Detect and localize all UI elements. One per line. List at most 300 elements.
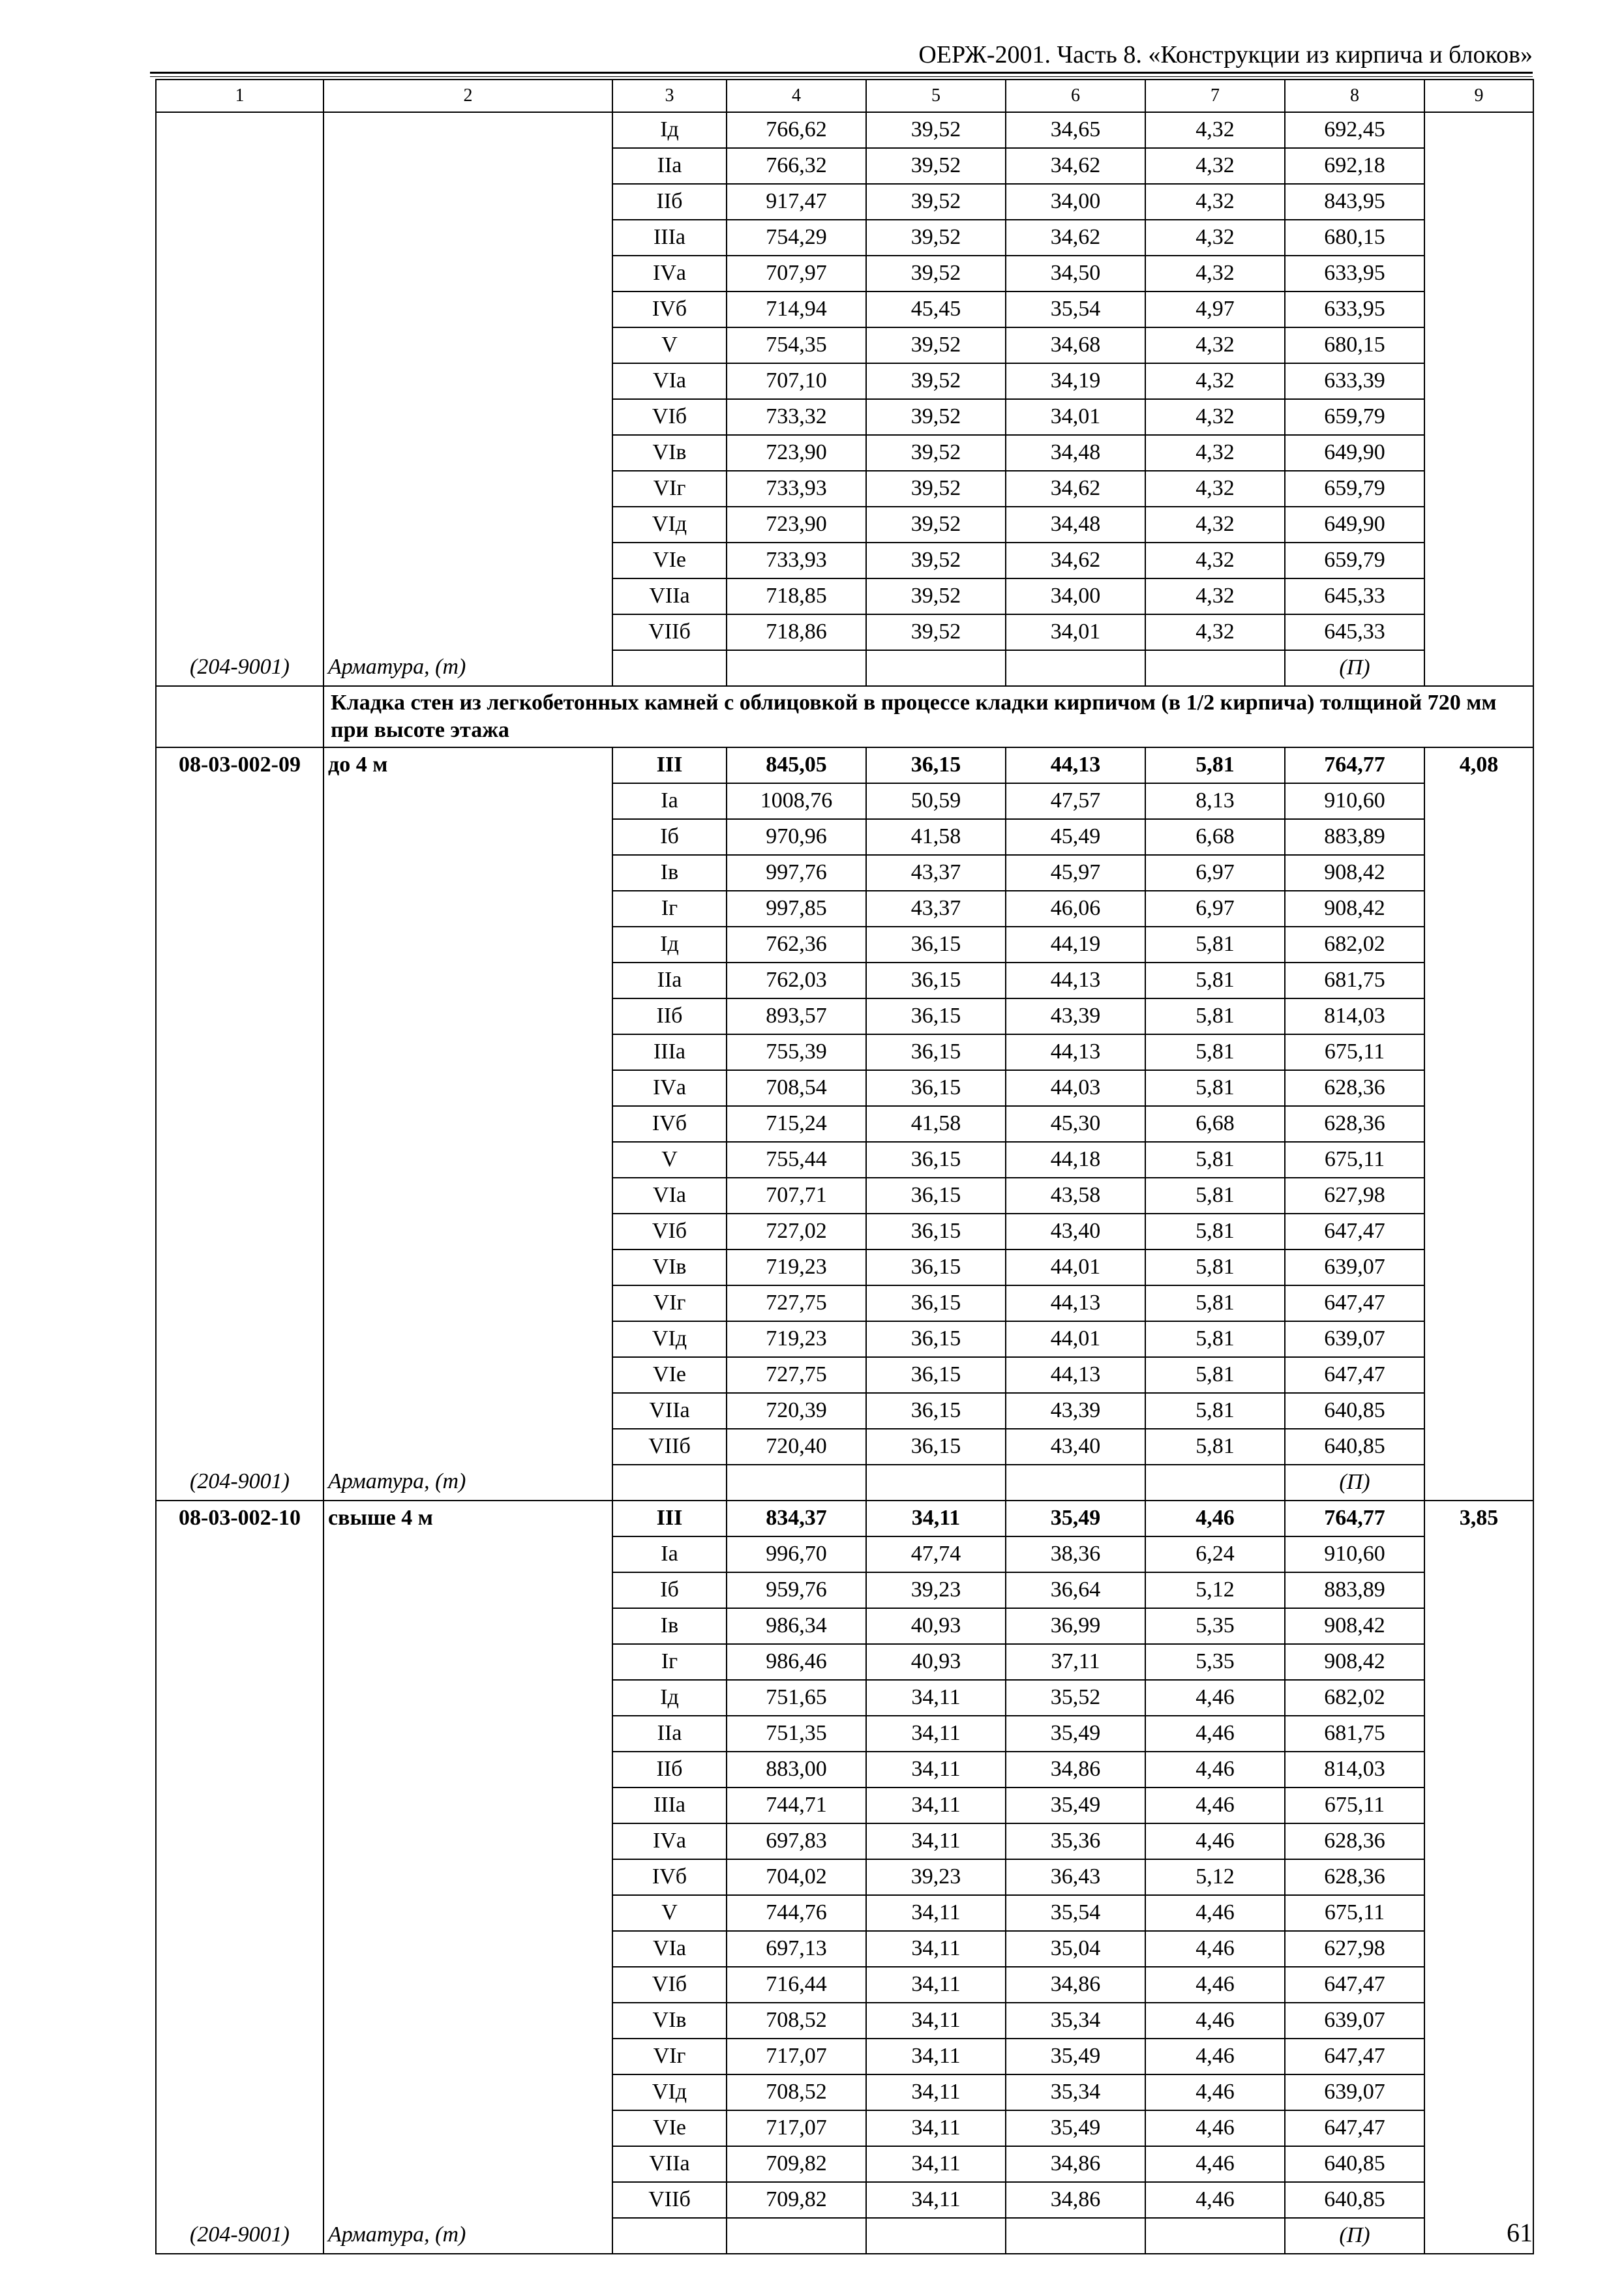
norm-name-cell [323,507,612,543]
table-row [156,327,1533,363]
norm-name-cell [323,435,612,471]
norm-name-cell [323,2182,612,2218]
materials-cost-cell: 627,98 [1285,1931,1424,1967]
table-row [156,747,1533,783]
zone-cell: IIа [612,963,727,998]
materials-cost-cell: 640,85 [1285,2146,1424,2182]
norm-code-cell [156,435,323,471]
machinist-wages-cell: 4,46 [1145,2110,1285,2146]
zone-cell: IVа [612,1823,727,1859]
norm-name-cell: свыше 4 м [323,1501,612,1536]
labor-cost-cell [1424,471,1533,507]
norm-name-cell [323,998,612,1034]
norm-name-cell [323,1572,612,1608]
wages-cell: 34,11 [866,2182,1006,2218]
machine-cost-cell: 34,86 [1006,2182,1145,2218]
labor-cost-cell [1424,1106,1533,1142]
total-cost-cell: 718,85 [727,578,866,614]
machinist-wages-cell: 4,32 [1145,435,1285,471]
labor-cost-cell [1424,184,1533,220]
norm-name-cell [323,1788,612,1823]
machine-cost-cell: 35,34 [1006,2003,1145,2039]
empty-cell [1145,2218,1285,2254]
materials-cost-cell: 649,90 [1285,507,1424,543]
materials-cost-cell: 639,07 [1285,1321,1424,1357]
table-row [156,1967,1533,2003]
table-row [156,963,1533,998]
zone-cell: IIа [612,148,727,184]
wages-cell: 36,15 [866,998,1006,1034]
norm-name-cell [323,1752,612,1788]
table-row [156,1321,1533,1357]
materials-cost-cell: 628,36 [1285,1823,1424,1859]
machinist-wages-cell: 5,81 [1145,1357,1285,1393]
zone-cell: III [612,1501,727,1536]
machine-cost-cell: 36,43 [1006,1859,1145,1895]
total-cost-cell: 719,23 [727,1321,866,1357]
total-cost-cell: 707,97 [727,256,866,292]
norm-code-cell [156,256,323,292]
zone-cell: VIе [612,543,727,578]
machine-cost-cell: 35,49 [1006,2039,1145,2074]
machine-cost-cell: 34,62 [1006,543,1145,578]
table-body [156,112,1533,2254]
zone-cell: Iв [612,855,727,891]
wages-cell: 34,11 [866,1501,1006,1536]
machine-cost-cell: 43,40 [1006,1214,1145,1249]
machine-cost-cell: 34,86 [1006,1967,1145,2003]
total-cost-cell: 997,76 [727,855,866,891]
materials-cost-cell: 910,60 [1285,1536,1424,1572]
table-row [156,891,1533,927]
machinist-wages-cell: 5,35 [1145,1608,1285,1644]
zone-cell: VIIб [612,614,727,650]
norm-code-cell [156,1429,323,1465]
norm-code-cell [156,1895,323,1931]
zone-cell: VIб [612,1214,727,1249]
labor-cost-cell [1424,399,1533,435]
norm-code-cell [156,2039,323,2074]
total-cost-cell: 733,93 [727,471,866,507]
machinist-wages-cell: 4,32 [1145,327,1285,363]
norm-name-cell: до 4 м [323,747,612,783]
machine-cost-cell: 34,50 [1006,256,1145,292]
total-cost-cell: 917,47 [727,184,866,220]
page-header-title: ОЕРЖ-2001. Часть 8. «Конструкции из кирпича и блоков» [918,41,1533,68]
zone-cell: Iб [612,1572,727,1608]
zone-cell: IVб [612,1859,727,1895]
norm-code-cell [156,927,323,963]
norm-name-cell [323,1429,612,1465]
wages-cell: 39,52 [866,435,1006,471]
materials-cost-cell: 647,47 [1285,2110,1424,2146]
machinist-wages-cell: 5,81 [1145,1429,1285,1465]
labor-cost-cell [1424,256,1533,292]
empty-cell [1424,650,1533,686]
wages-cell: 34,11 [866,2074,1006,2110]
machinist-wages-cell: 5,81 [1145,927,1285,963]
labor-cost-cell [1424,2182,1533,2218]
norm-code-cell [156,1931,323,1967]
labor-cost-cell [1424,1859,1533,1895]
norm-name-cell [323,1034,612,1070]
norm-code-cell [156,783,323,819]
norm-code-cell [156,1070,323,1106]
machinist-wages-cell: 5,81 [1145,1142,1285,1178]
labor-cost-cell: 3,85 [1424,1501,1533,1536]
empty-cell [1006,650,1145,686]
norm-name-cell [323,1967,612,2003]
empty-cell [1006,1465,1145,1501]
zone-cell: Iг [612,1644,727,1680]
table-row [156,1214,1533,1249]
labor-cost-cell [1424,435,1533,471]
machine-cost-cell: 43,58 [1006,1178,1145,1214]
machine-cost-cell: 38,36 [1006,1536,1145,1572]
labor-cost-cell [1424,507,1533,543]
norm-name-cell [323,1823,612,1859]
materials-cost-cell: 682,02 [1285,1680,1424,1716]
machine-cost-cell: 36,64 [1006,1572,1145,1608]
table-row [156,363,1533,399]
zone-cell: VIIб [612,2182,727,2218]
zone-cell: Iв [612,1608,727,1644]
wages-cell: 39,52 [866,399,1006,435]
norm-code-cell [156,1357,323,1393]
wages-cell: 39,23 [866,1572,1006,1608]
machine-cost-cell: 34,19 [1006,363,1145,399]
machinist-wages-cell: 4,46 [1145,1931,1285,1967]
labor-cost-cell [1424,1823,1533,1859]
empty-cell [1145,1465,1285,1501]
machinist-wages-cell: 5,81 [1145,1249,1285,1285]
norm-name-cell [323,292,612,327]
zone-cell: IVб [612,292,727,327]
wages-cell: 36,15 [866,963,1006,998]
machine-cost-cell: 34,62 [1006,220,1145,256]
wages-cell: 39,52 [866,220,1006,256]
norm-name-cell [323,1321,612,1357]
total-cost-cell: 697,83 [727,1823,866,1859]
column-number: 1 [156,80,323,112]
rebar-label-cell: Арматура, (т) [323,1465,612,1501]
table-row [156,112,1533,148]
machinist-wages-cell: 4,97 [1145,292,1285,327]
column-number: 2 [323,80,612,112]
labor-cost-cell [1424,783,1533,819]
labor-cost-cell [1424,578,1533,614]
machinist-wages-cell: 5,81 [1145,1070,1285,1106]
materials-cost-cell: 628,36 [1285,1070,1424,1106]
empty-cell [866,2218,1006,2254]
labor-cost-cell [1424,998,1533,1034]
total-cost-cell: 744,76 [727,1895,866,1931]
table-row [156,2182,1533,2218]
wages-cell: 34,11 [866,1680,1006,1716]
table-row [156,1931,1533,1967]
norm-name-cell [323,1644,612,1680]
total-cost-cell: 751,65 [727,1680,866,1716]
total-cost-cell: 751,35 [727,1716,866,1752]
zone-cell: Iд [612,112,727,148]
norm-name-cell [323,2074,612,2110]
labor-cost-cell [1424,2039,1533,2074]
machinist-wages-cell: 6,97 [1145,891,1285,927]
total-cost-cell: 754,29 [727,220,866,256]
section-title-row [156,686,1533,747]
machine-cost-cell: 34,01 [1006,614,1145,650]
zone-cell: Iд [612,1680,727,1716]
table-row [156,1501,1533,1536]
table-row [156,2003,1533,2039]
machine-cost-cell: 44,13 [1006,1285,1145,1321]
labor-cost-cell [1424,963,1533,998]
norm-code-cell [156,1536,323,1572]
machinist-wages-cell: 6,68 [1145,819,1285,855]
total-cost-cell: 755,39 [727,1034,866,1070]
materials-cost-cell: 647,47 [1285,1357,1424,1393]
zone-cell: IIIа [612,220,727,256]
materials-cost-cell: 633,95 [1285,292,1424,327]
machine-cost-cell: 37,11 [1006,1644,1145,1680]
materials-cost-cell: 675,11 [1285,1895,1424,1931]
materials-cost-cell: 680,15 [1285,220,1424,256]
labor-cost-cell [1424,1357,1533,1393]
wages-cell: 36,15 [866,1070,1006,1106]
wages-cell: 36,15 [866,747,1006,783]
materials-cost-cell: 639,07 [1285,2003,1424,2039]
zone-cell: VIд [612,1321,727,1357]
zone-cell: VIг [612,1285,727,1321]
zone-cell: Iб [612,819,727,855]
wages-cell: 43,37 [866,855,1006,891]
table-row [156,1895,1533,1931]
machine-cost-cell: 35,49 [1006,2110,1145,2146]
norm-code-cell [156,614,323,650]
norm-name-cell [323,363,612,399]
norm-name-cell [323,1716,612,1752]
wages-cell: 36,15 [866,1142,1006,1178]
machinist-wages-cell: 4,46 [1145,1967,1285,2003]
empty-cell [612,1465,727,1501]
labor-cost-cell [1424,292,1533,327]
table-row [156,184,1533,220]
wages-cell: 39,52 [866,578,1006,614]
zone-cell: VIг [612,471,727,507]
labor-cost-cell [1424,1070,1533,1106]
wages-cell: 34,11 [866,1716,1006,1752]
materials-cost-cell: 908,42 [1285,1644,1424,1680]
labor-cost-cell [1424,2003,1533,2039]
total-cost-cell: 720,40 [727,1429,866,1465]
wages-cell: 39,52 [866,184,1006,220]
wages-cell: 40,93 [866,1608,1006,1644]
zone-cell: IVа [612,1070,727,1106]
materials-cost-cell: 640,85 [1285,1429,1424,1465]
machinist-wages-cell: 4,32 [1145,399,1285,435]
zone-cell: VIа [612,1178,727,1214]
machine-cost-cell: 34,86 [1006,2146,1145,2182]
materials-cost-cell: 659,79 [1285,543,1424,578]
norm-name-cell [323,2039,612,2074]
machine-cost-cell: 35,54 [1006,1895,1145,1931]
table-row [156,1716,1533,1752]
zone-cell: Iг [612,891,727,927]
total-cost-cell: 893,57 [727,998,866,1034]
machine-cost-cell: 34,48 [1006,507,1145,543]
labor-cost-cell [1424,1214,1533,1249]
zone-cell: IIIа [612,1788,727,1823]
materials-cost-cell: 764,77 [1285,747,1424,783]
zone-cell: Iа [612,783,727,819]
machine-cost-cell: 44,18 [1006,1142,1145,1178]
labor-cost-cell [1424,1429,1533,1465]
norm-name-cell [323,1393,612,1429]
empty-cell [1424,1465,1533,1501]
zone-cell: IIб [612,184,727,220]
total-cost-cell: 715,24 [727,1106,866,1142]
norm-code-cell [156,1967,323,2003]
machine-cost-cell: 44,13 [1006,1357,1145,1393]
table-row [156,148,1533,184]
norm-name-cell [323,1285,612,1321]
wages-cell: 39,52 [866,327,1006,363]
total-cost-cell: 766,62 [727,112,866,148]
materials-cost-cell: 681,75 [1285,1716,1424,1752]
table-row [156,1357,1533,1393]
table-row [156,1680,1533,1716]
machinist-wages-cell: 5,12 [1145,1572,1285,1608]
materials-cost-cell: 645,33 [1285,578,1424,614]
norm-name-cell [323,2146,612,2182]
machinist-wages-cell: 4,32 [1145,543,1285,578]
norm-name-cell [323,1214,612,1249]
zone-cell: VIIб [612,1429,727,1465]
table-row [156,256,1533,292]
total-cost-cell: 719,23 [727,1249,866,1285]
materials-cost-cell: 649,90 [1285,435,1424,471]
machinist-wages-cell: 5,81 [1145,1034,1285,1070]
table-row [156,220,1533,256]
materials-cost-cell: 639,07 [1285,1249,1424,1285]
norm-code-cell [156,1214,323,1249]
zone-cell: VIб [612,1967,727,2003]
zone-cell: IVа [612,256,727,292]
materials-cost-cell: 908,42 [1285,1608,1424,1644]
norm-name-cell [323,855,612,891]
table-row [156,543,1533,578]
zone-cell: VIв [612,2003,727,2039]
zone-cell: VIIа [612,1393,727,1429]
labor-cost-cell: 4,08 [1424,747,1533,783]
norm-code-cell [156,1572,323,1608]
wages-cell: 39,52 [866,112,1006,148]
total-cost-cell: 754,35 [727,327,866,363]
machinist-wages-cell: 5,81 [1145,747,1285,783]
zone-cell: VIIа [612,578,727,614]
norm-code-cell [156,963,323,998]
norm-name-cell [323,927,612,963]
table-row [156,1752,1533,1788]
wages-cell: 45,45 [866,292,1006,327]
norm-name-cell [323,1859,612,1895]
materials-cost-cell: 692,18 [1285,148,1424,184]
norm-code-cell [156,471,323,507]
total-cost-cell: 845,05 [727,747,866,783]
norm-name-cell [323,256,612,292]
total-cost-cell: 766,32 [727,148,866,184]
labor-cost-cell [1424,819,1533,855]
norm-code-cell [156,292,323,327]
total-cost-cell: 723,90 [727,507,866,543]
labor-cost-cell [1424,1895,1533,1931]
labor-cost-cell [1424,927,1533,963]
rebar-mark-cell: (П) [1285,2218,1424,2254]
total-cost-cell: 709,82 [727,2182,866,2218]
labor-cost-cell [1424,855,1533,891]
machine-cost-cell: 45,97 [1006,855,1145,891]
norm-code-cell [156,998,323,1034]
materials-cost-cell: 640,85 [1285,1393,1424,1429]
table-row [156,1572,1533,1608]
norm-code-cell [156,1034,323,1070]
total-cost-cell: 708,54 [727,1070,866,1106]
labor-cost-cell [1424,2110,1533,2146]
machine-cost-cell: 34,00 [1006,184,1145,220]
table-row [156,471,1533,507]
machinist-wages-cell: 4,32 [1145,507,1285,543]
machinist-wages-cell: 6,24 [1145,1536,1285,1572]
total-cost-cell: 708,52 [727,2003,866,2039]
labor-cost-cell [1424,1393,1533,1429]
machinist-wages-cell: 4,46 [1145,2146,1285,2182]
norm-code-cell [156,891,323,927]
total-cost-cell: 997,85 [727,891,866,927]
table-row [156,1249,1533,1285]
column-number: 3 [612,80,727,112]
machinist-wages-cell: 4,46 [1145,1752,1285,1788]
machine-cost-cell: 44,01 [1006,1249,1145,1285]
norm-name-cell [323,543,612,578]
empty-cell [1006,2218,1145,2254]
machine-cost-cell: 35,04 [1006,1931,1145,1967]
machinist-wages-cell: 6,97 [1145,855,1285,891]
labor-cost-cell [1424,1178,1533,1214]
zone-cell: V [612,1895,727,1931]
materials-cost-cell: 633,95 [1285,256,1424,292]
norm-name-cell [323,1680,612,1716]
labor-cost-cell [1424,1572,1533,1608]
total-cost-cell: 970,96 [727,819,866,855]
total-cost-cell: 733,93 [727,543,866,578]
machine-cost-cell: 35,52 [1006,1680,1145,1716]
machine-cost-cell: 43,39 [1006,1393,1145,1429]
wages-cell: 36,15 [866,1214,1006,1249]
norm-code-cell [156,1249,323,1285]
labor-cost-cell [1424,614,1533,650]
zone-cell: IVб [612,1106,727,1142]
norm-name-cell [323,1608,612,1644]
total-cost-cell: 744,71 [727,1788,866,1823]
machine-cost-cell: 36,99 [1006,1608,1145,1644]
materials-cost-cell: 639,07 [1285,2074,1424,2110]
total-cost-cell: 834,37 [727,1501,866,1536]
norm-name-cell [323,1931,612,1967]
wages-cell: 39,52 [866,543,1006,578]
machinist-wages-cell: 4,46 [1145,1716,1285,1752]
header-rule [150,72,1533,74]
machine-cost-cell: 34,01 [1006,399,1145,435]
